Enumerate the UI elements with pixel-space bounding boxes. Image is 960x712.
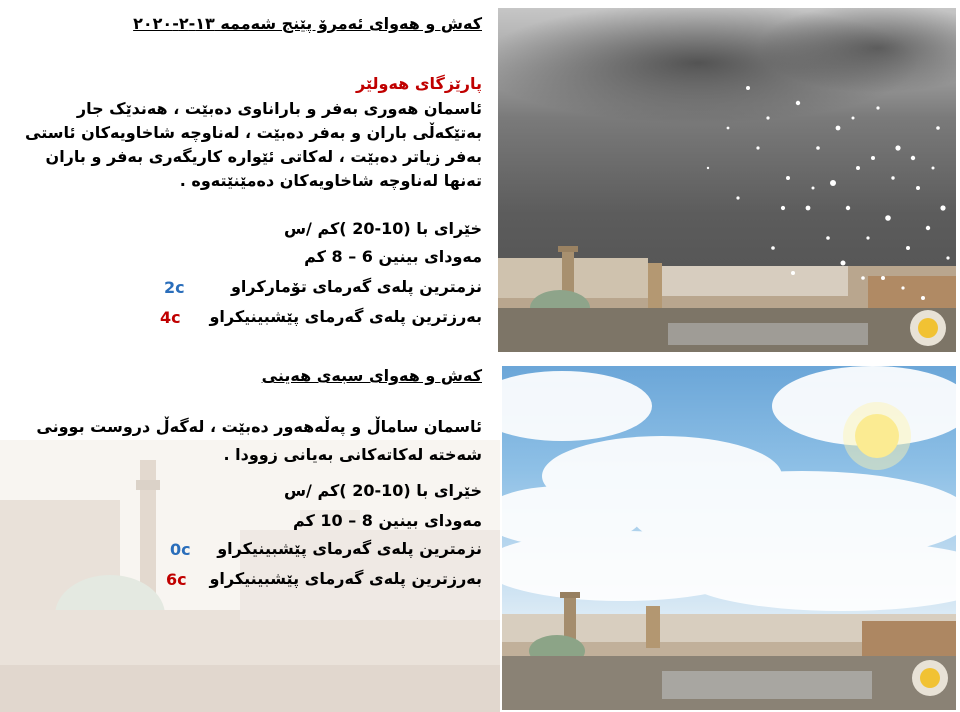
sunny-sky-illustration xyxy=(502,366,956,710)
today-min-value: 2c xyxy=(164,278,185,297)
snowy-sky-illustration xyxy=(498,8,956,352)
tomorrow-wind: خێرای با (10-20 )کم /س xyxy=(283,481,482,500)
tomorrow-min-label: نزمترین پلەی گەرمای پێشبینیکراو xyxy=(217,539,482,558)
photo-sunny-city xyxy=(502,366,956,710)
today-desc-line-2: بەتێکەڵی باران و بەفر دەبێت ، لەناوچە شاخاویەکان ئاستی xyxy=(25,123,482,142)
tomorrow-desc-line-1: ئاسمان ساماڵ و پەڵەهەور دەبێت ، لەگەڵ دروست بوونی xyxy=(36,417,482,436)
tomorrow-desc-line-2: شەختە لەکاتەکانی بەیانی زوودا . xyxy=(223,445,482,464)
tomorrow-visibility: مەودای بینین 8 – 10 کم xyxy=(292,511,482,530)
tomorrow-min-value: 0c xyxy=(170,540,191,559)
today-desc-line-4: تەنها لەناوچە شاخاویەکان دەمێنێتەوە . xyxy=(179,171,482,190)
today-desc-line-1: ئاسمان هەوری بەفر و باراناوی دەبێت ، هەندێک جار xyxy=(76,99,482,118)
today-title: کەش و هەوای ئەمرۆ پێنج شەممە ١٣-٢-٢٠٢٠ xyxy=(133,14,482,33)
photo-snowy-city xyxy=(498,8,956,352)
today-max-value: 4c xyxy=(160,308,181,327)
today-max-label: بەرزترین پلەی گەرمای پێشبینیکراو xyxy=(209,307,482,326)
tomorrow-max-value: 6c xyxy=(166,570,187,589)
today-visibility: مەودای بینین 6 – 8 کم xyxy=(304,247,482,266)
tomorrow-max-label: بەرزترین پلەی گەرمای پێشبینیکراو xyxy=(209,569,482,588)
today-desc-line-3: بەفر زیاتر دەبێت ، لەکاتی ئێوارە کاریگەری بەفر و باران xyxy=(45,147,482,166)
today-min-label: نزمترین پلەی گەرمای تۆمارکراو xyxy=(230,277,482,296)
region-name: پارێزگای هەولێر xyxy=(356,74,482,93)
tomorrow-title: کەش و هەوای سبەی هەینی xyxy=(261,366,482,385)
today-wind: خێرای با (10-20 )کم /س xyxy=(283,219,482,238)
